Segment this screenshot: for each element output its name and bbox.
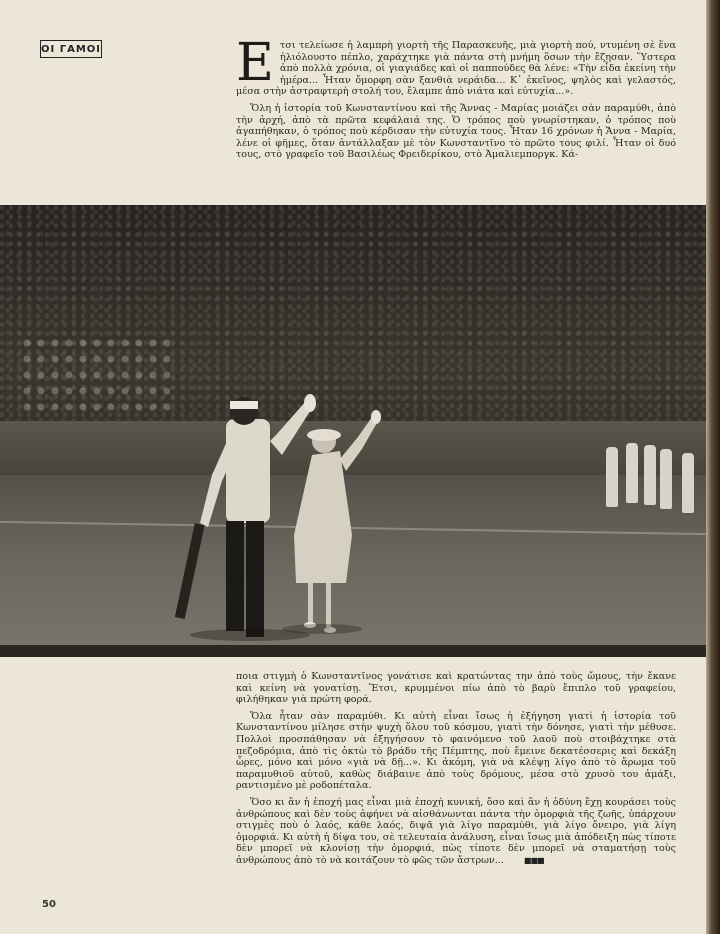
wedding-photo — [0, 205, 706, 657]
book-spine — [706, 0, 720, 934]
article-paragraph-2: Ὅλη ἡ ἱστορία τοῦ Κωνσταντίνου καὶ τῆς Ἄννας - Μαρίας μοιάζει σὰν παραμύθι, ἀπὸ τὴν ἀρχή, ἀπὸ τὰ πρῶτα κεφάλαιά της. Ὁ τρόπος ποὺ γνωρίστηκαν, ὁ τρόπος ποὺ ἀγαπήθηκαν, ὁ τρόπος ποὺ κέρδισαν τὴν εὐτυχία τους. Ἦταν 16 χρόνων ἡ Ἄννα - Μαρία, λένε οἱ φῆμες, ὅταν ἀντάλλαξαν μὲ τὸν Κωνσταντῖνο τὸ πρῶτο τους φιλί. Ἦταν οἱ δυό τους, στὸ γραφεῖο τοῦ Βασιλέως Φρειδερίκου, στὸ Ἀμαλιεμποργκ. Κά- — [236, 102, 676, 161]
drop-cap: Ε — [236, 33, 274, 93]
section-label: ΟΙ ΓΑΜΟΙ — [40, 40, 102, 58]
royal-couple-figures — [0, 205, 706, 657]
article-paragraph-5 — [236, 797, 676, 867]
article-paragraph-3: ποια στιγμὴ ὁ Κωνσταντῖνος γονάτισε καὶ κρατώντας την ἀπὸ τοὺς ὤμους, τὴν ἔκανε καὶ κείνη νὰ γονατίσῃ. Ἔτσι, κρυμμένοι πίω ἀπὸ τὸ βαρὺ ἔπιπλο τοῦ γραφείου, φιλήθηκαν γιὰ πρώτη φορά. — [236, 671, 676, 706]
page-number: 50 — [42, 899, 56, 910]
article-bottom-column — [236, 671, 676, 872]
paragraph-text: τσι τελείωσε ἡ λαμπρὴ γιορτὴ τῆς Παρασκευῆς, μιὰ γιορτὴ πού, ντυμένη σὲ ἕνα ἡλιόλουστο πέπλο, χαράχτηκε γιὰ πάντα στὴ μνήμη ὅσων τὴν ἔζησαν. Ὕστερα ἀπὸ πολλὰ χρόνια, οἱ γιαγιάδες καὶ οἱ παππούδες θὰ λένε: «Τὴν εἶδα ἐκείνη τὴν ἡμέρα... Ἦταν ὄμορφη σὰν ξανθιὰ νεράιδα... Κ᾽ ἐκεῖνος, ψηλὸς καὶ γελαστός, μέσα στὴν ἀστραφτερὴ στολή του, ἔλαμπε ἀπὸ νιάτα καὶ εὐτυχία...». — [236, 40, 676, 98]
bride-figure — [294, 410, 381, 633]
paragraph-text: Ὅσο κι ἂν ἡ ἐποχή μας εἶναι μιὰ ἐποχὴ κυνική, ὅσο καὶ ἂν ἡ ὀδύνη ἔχῃ κουράσει τοὺς ἀνθρώπους καὶ δὲν τοὺς ἀφήνει νὰ αἰσθάνωνται πάντα τὴν ὀμορφιὰ τῆς ζωῆς, ὑπάρχουν στιγμὲς ποὺ ὁ λαός, κάθε λαός, διψᾶ γιὰ λίγο παραμύθι, γιὰ λίγο ὄνειρο, γιὰ λίγη ὀμορφιά. Κι αὐτὴ ἡ δίψα του, σὲ τελευταία ἀνάλυση, εἶναι ἴσως μιὰ ἀπόδειξη πὼς τίποτε δὲν μπορεῖ νὰ κλονίσῃ τὴν ὀμορφιά, πὼς τίποτε δὲν μπορεῖ νὰ σταματήσῃ τοὺς ἀνθρώπους ἀπὸ τὸ νὰ κοιτάζουν τὸ φῶς τῶν ἄστρων... — [236, 796, 676, 866]
article-paragraph-1 — [236, 33, 676, 98]
photo-bottom-edge — [0, 645, 706, 657]
end-of-article-icon: ■■■ — [523, 855, 544, 865]
article-paragraph-4: Ὅλα ἦταν σὰν παραμύθι. Κι αὐτὴ εἶναι ἴσως ἡ ἐξήγηση γιατὶ ἡ ἱστορία τοῦ Κωνσταντίνου μίλησε στὴν ψυχὴ ὅλου τοῦ κόσμου, γιατὶ τὴν δόνησε, γιατὶ τὴν μέθυσε. Πολλοὶ προσπάθησαν νὰ ἐξηγήσουν τὸ φαινόμενο τοῦ λαοῦ ποὺ στοιβάχτηκε στὰ πεζοδρόμια, ἀπὸ τὶς ὀκτὼ τὸ βράδυ τῆς Πέμπτης, ποὺ ἔμεινε δεκατέσσερις καὶ δεκάξη ὧρες, μόνο καὶ μόνο «γιὰ νὰ δῇ...». Κι ἀκόμη, γιὰ νὰ κλέψῃ λίγο ἀπὸ τὸ ἄρωμα τοῦ παραμυθιοῦ αὐτοῦ, καθὼς διάβαινε ἀπὸ τοὺς δρόμους, μέσα στὸ χρυσὸ του ἁμάξι, ραντισμένο μὲ ροδοπέταλα. — [236, 710, 676, 792]
article-top-column — [236, 33, 676, 166]
groom-figure — [175, 394, 316, 637]
